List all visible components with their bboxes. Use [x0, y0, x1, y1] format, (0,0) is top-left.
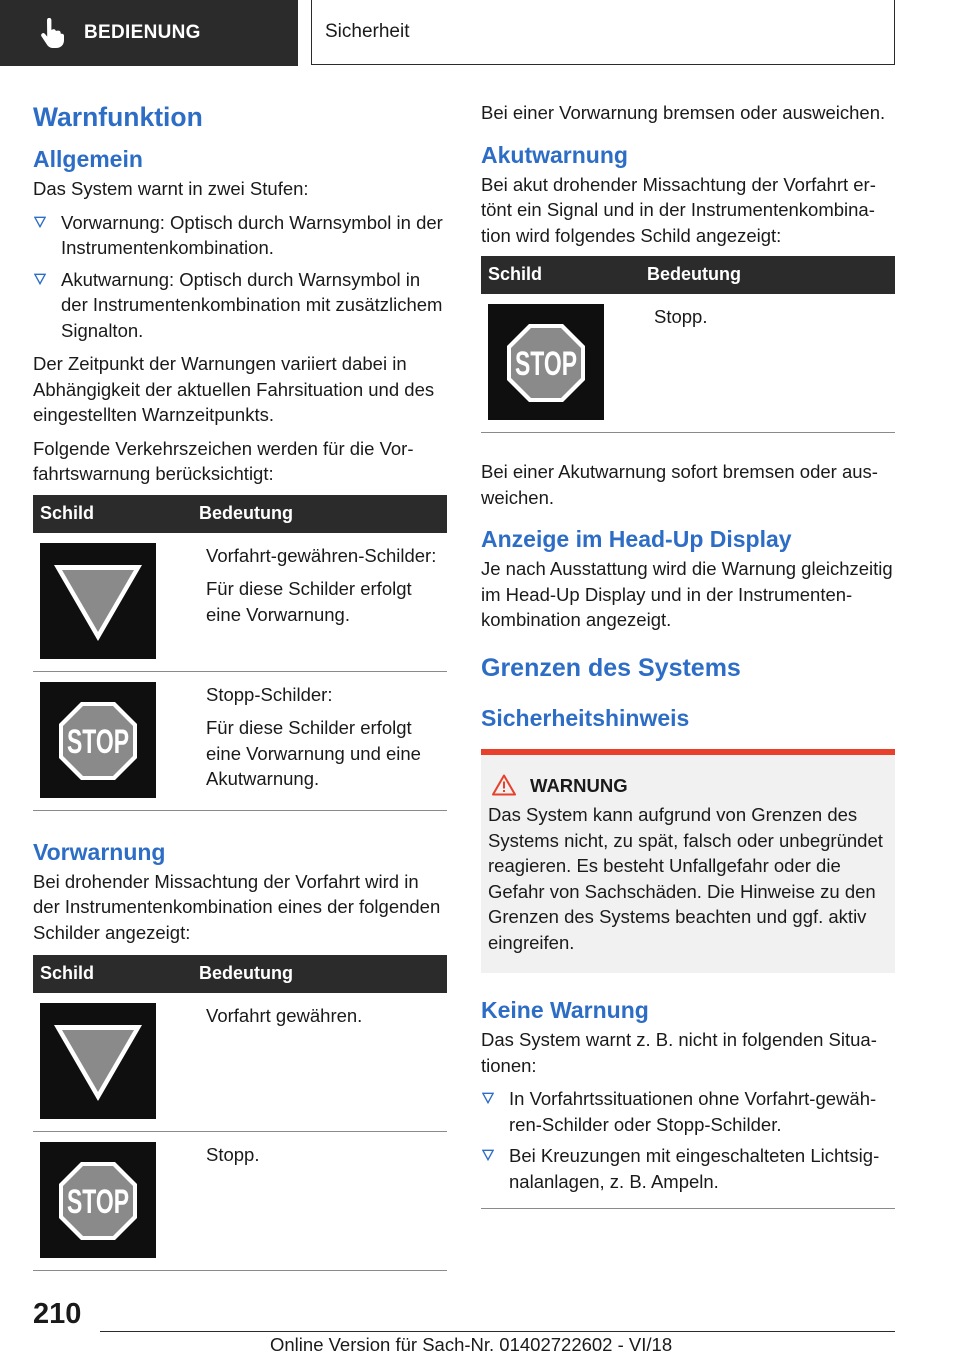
- acute-table: [481, 256, 895, 433]
- right-column: [481, 100, 895, 1209]
- nowarn-text: Das System warnt z. B. nicht in folgenden Situationen:: [481, 1029, 877, 1076]
- list-item: In Vorfahrtssituationen ohne Vorfahrt-gewähren-Schilder oder Stopp-Schilder.: [481, 1086, 895, 1137]
- warning-title: WARNUNG: [488, 773, 887, 799]
- footer-divider: [100, 1331, 895, 1332]
- triangle-bullet-icon: [34, 216, 46, 228]
- chapter-tab[interactable]: [311, 0, 895, 65]
- left-column: [33, 100, 447, 1271]
- hand-pointer-icon: [38, 18, 64, 48]
- column-header-meaning: Bedeutung: [640, 256, 895, 294]
- list-item: Vorwarnung: Optisch durch Warnsymbol in der Instrumentenkombination.: [33, 210, 447, 261]
- hud-heading: Anzeige im Head-Up Display: [481, 526, 792, 552]
- page-number: 210: [33, 1298, 82, 1330]
- prewarning-table: [33, 955, 447, 1271]
- acute-action: Bei einer Akutwarnung sofort bremsen oder ausweichen.: [481, 461, 878, 508]
- triangle-bullet-icon: [34, 273, 46, 285]
- general-intro: Das System warnt in zwei Stufen:: [33, 178, 309, 199]
- section-tab[interactable]: [0, 0, 298, 66]
- yield-sign-icon: [40, 543, 156, 659]
- triangle-bullet-icon: [482, 1149, 494, 1161]
- prewarning-heading: Vorwarnung: [33, 838, 166, 865]
- acute-heading: Akutwarnung: [481, 141, 628, 168]
- column-header-sign: Schild: [33, 955, 192, 993]
- timing-text: Der Zeitpunkt der Warnungen variiert dabei in Abhängigkeit der aktuellen Fahrsituation und des eingestellten Warnzeitpunkts.: [33, 353, 435, 425]
- table-row: Stopp-Schilder: Für diese Schilder erfolgt eine Vorwarnung und eine Akutwarnung.: [33, 671, 447, 810]
- stages-list: [33, 210, 447, 344]
- column-header-sign: Schild: [481, 256, 640, 294]
- section-label: BEDIENUNG: [84, 22, 201, 44]
- footer-note: Online Version für Sach-Nr. 01402722602 - VI/18: [270, 1334, 673, 1355]
- triangle-bullet-icon: [482, 1092, 494, 1104]
- stop-sign-icon: [40, 1142, 156, 1258]
- warning-triangle-icon: [492, 774, 516, 796]
- column-header-sign: Schild: [33, 495, 192, 533]
- stop-sign-icon: [40, 682, 156, 798]
- column-header-meaning: Bedeutung: [192, 495, 447, 533]
- list-item: Akutwarnung: Optisch durch Warnsymbol in der Instrumentenkombination mit zusätzlichem Signalton.: [33, 267, 447, 344]
- prewarning-action: Bei einer Vorwarnung bremsen oder ausweichen.: [481, 102, 886, 123]
- nowarn-list: [481, 1086, 895, 1194]
- signs-table: [33, 495, 447, 811]
- table-row: Stopp.: [481, 294, 895, 433]
- hud-text: Je nach Ausstattung wird die Warnung gleichzeitig im Head-Up Display und in der Instrumentenkombination angezeigt.: [481, 558, 893, 630]
- limits-heading: Grenzen des Systems: [481, 653, 741, 682]
- acute-text: Bei akut drohender Missachtung der Vorfahrt ertönt ein Signal und in der Instrumentenkombination wird folgendes Schild angezeigt:: [481, 173, 876, 246]
- table-row: Stopp.: [33, 1132, 447, 1271]
- page-title: Warnfunktion: [33, 102, 203, 132]
- general-heading: Allgemein: [33, 146, 143, 172]
- warning-text: Das System kann aufgrund von Grenzen des Systems nicht, zu spät, falsch oder unbegründet reagieren. Es besteht Unfallgefahr oder die Gefahr von Sachschäden. Die Hinweise zu den Grenzen des Systems beachten und ggf. aktiv eingreifen.: [488, 804, 883, 953]
- safety-heading: Sicherheitshinweis: [481, 704, 690, 731]
- prewarning-text: Bei drohender Missachtung der Vorfahrt wird in der Instrumentenkombination eines der folgenden Schilder angezeigt:: [33, 870, 441, 943]
- signs-text: Folgende Verkehrszeichen werden für die Vorfahrtswarnung berücksichtigt:: [33, 437, 414, 484]
- column-header-meaning: Bedeutung: [192, 955, 447, 993]
- list-item: Bei Kreuzungen mit eingeschalteten Lichtsignalanlagen, z. B. Ampeln.: [481, 1143, 895, 1194]
- table-row: Vorfahrt-gewähren-Schilder: Für diese Schilder erfolgt eine Vorwarnung.: [33, 533, 447, 672]
- chapter-label: Sicherheit: [325, 21, 410, 43]
- table-row: Vorfahrt gewähren.: [33, 993, 447, 1132]
- warning-box: [481, 749, 895, 974]
- nowarn-heading: Keine Warnung: [481, 997, 649, 1023]
- stop-sign-icon: [488, 304, 604, 420]
- yield-sign-icon: [40, 1003, 156, 1119]
- divider: [481, 1208, 895, 1209]
